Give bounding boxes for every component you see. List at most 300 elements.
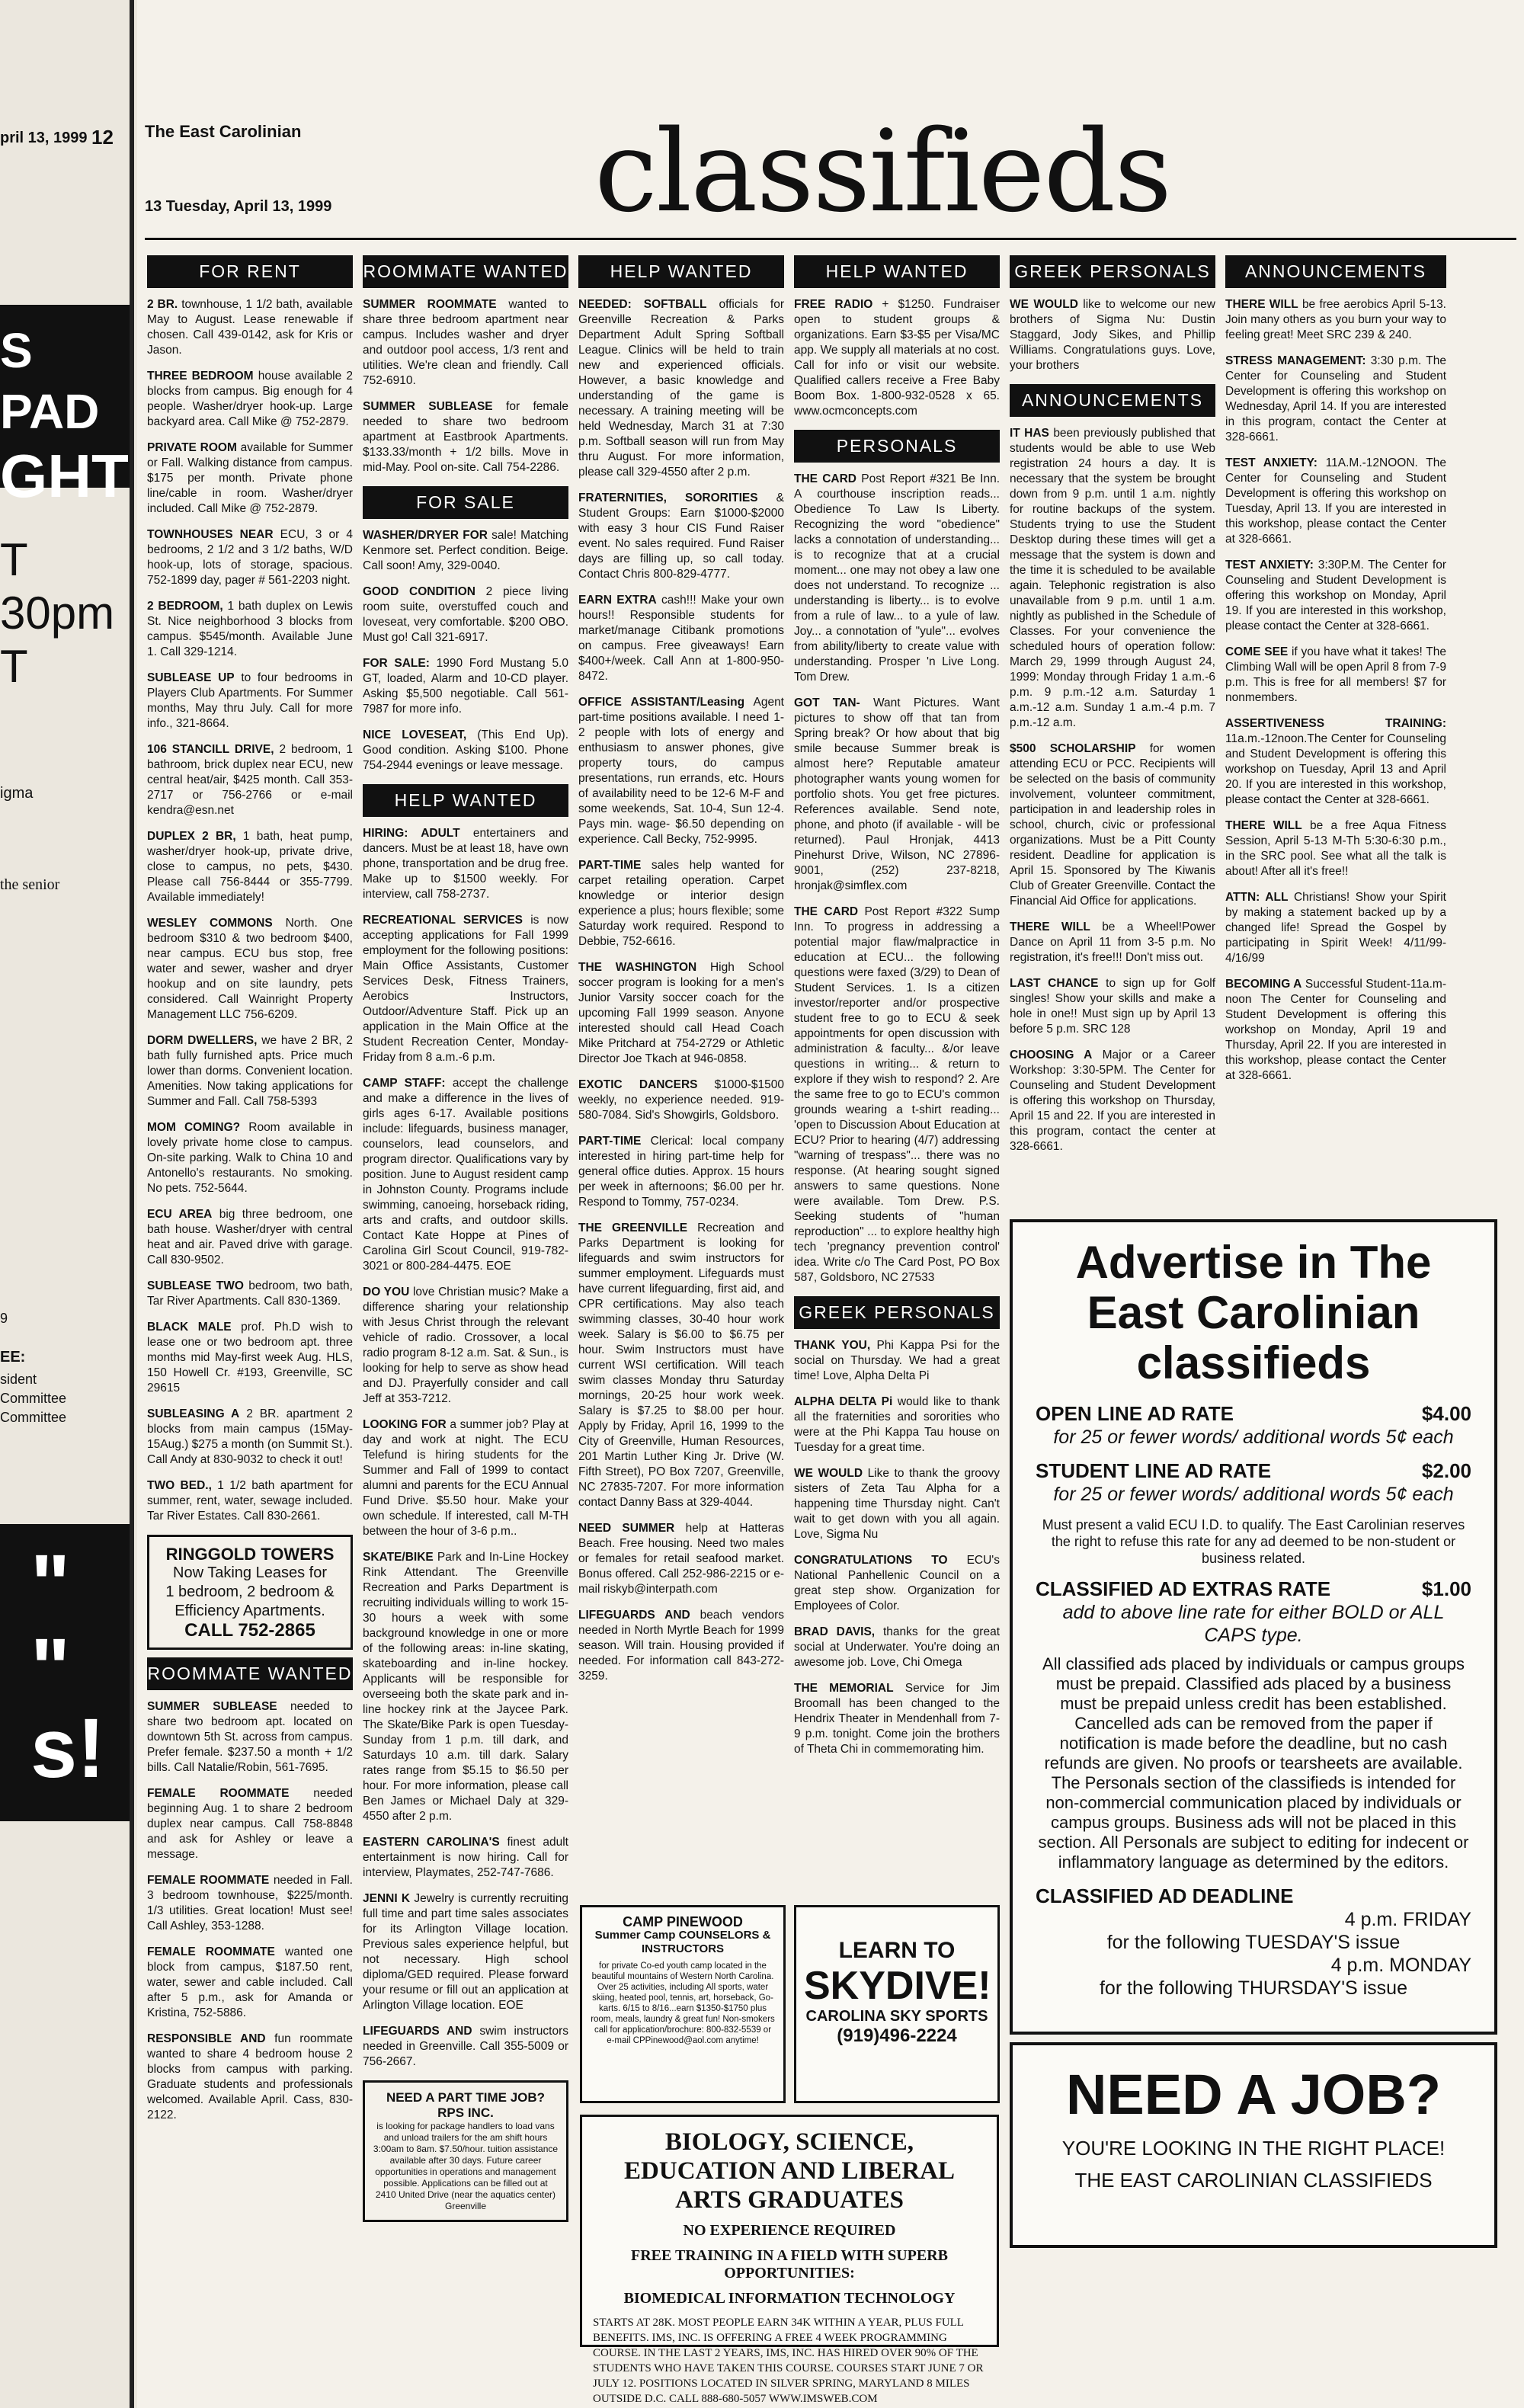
classified-listing — [363, 528, 568, 574]
section-bar-announcements: ANNOUNCEMENTS — [1010, 384, 1215, 417]
section-bar-roommate-col1: ROOMMATE WANTED — [147, 1657, 353, 1690]
ringgold-line-2: 1 bedroom, 2 bedroom & — [165, 1583, 335, 1600]
classified-listing — [1225, 645, 1446, 706]
extras-rate-label: CLASSIFIED AD EXTRAS RATE — [1036, 1577, 1331, 1600]
classified-listing — [794, 1338, 1000, 1384]
section-bar-help-wanted-col2: HELP WANTED — [363, 784, 568, 817]
classified-listing — [578, 1608, 784, 1684]
deadline-thursday-issue: for the following THURSDAY'S issue — [1099, 1977, 1407, 1999]
classified-listing — [147, 1407, 353, 1468]
classified-listing — [578, 1078, 784, 1123]
listing-lead: ALPHA DELTA Pi — [794, 1395, 893, 1408]
open-rate-row — [1036, 1402, 1471, 1426]
classified-listing — [147, 916, 353, 1023]
classified-listing — [1010, 426, 1215, 731]
gutter-text-t2: T — [0, 641, 28, 692]
listing-text: officials for Greenville Recreation & Parks Department Adult Spring Softball League. Clinics will be held to train new and experienced officials. However, a basic knowledge and understanding of the game is necessary. A training meeting will be held Wednesday, March 31 at 7:30 p.m. Softball season will run from May thru August. For more information, please call 329-4550 after 2 p.m. — [578, 298, 784, 479]
gutter-quote-1: " — [30, 1538, 71, 1631]
gutter-text-time: 30pm — [0, 588, 115, 639]
listing-text: fun roommate wanted to share 4 bedroom house 2 blocks from campus with parking. Graduate students and professionals welcomed. Available April. Cass, 830-2122. — [147, 2032, 353, 2121]
classified-listing — [1225, 890, 1446, 966]
listing-lead: CHOOSING A — [1010, 1049, 1093, 1062]
listing-text: for women attending ECU or PCC. Recipients will be selected on the basis of community involvement, volunteer commitment, participation in and leadership roles in school, church, civic or professional organizations. Must be a Pitt County resident. Deadline for application is April 15. Sponsored by The Kiwanis Club of Greater Greenville. Contact the Financial Aid Office for applications. — [1010, 742, 1215, 908]
listing-lead: THANK YOU, — [794, 1339, 871, 1352]
listing-text: North. One bedroom $310 & two bedroom $400, near campus. ECU bus stop, free water and sewer, washer and dryer hookup and on site laundry, pets considered. Call Wainright Property Management LLC 756-6209. — [147, 917, 353, 1021]
listing-lead: THE MEMORIAL — [794, 1682, 894, 1695]
classified-listing — [363, 584, 568, 645]
listing-text: wanted to share three bedroom apartment near campus. Includes washer and dryer and outdoor pool access, 1/3 rent and utilities. We're clean and friendly. Call 752-6910. — [363, 298, 568, 387]
listing-lead: ATTN: ALL — [1225, 891, 1289, 904]
classified-listing — [1010, 741, 1215, 909]
section-bar-greek: GREEK PERSONALS — [1010, 255, 1215, 288]
gutter-ad-line-2: GHT — [0, 442, 129, 510]
classified-listing — [578, 1521, 784, 1597]
listing-lead: FREE RADIO — [794, 298, 873, 311]
classified-listing — [1225, 716, 1446, 808]
classified-listing — [794, 696, 1000, 894]
gutter-text-9: 9 — [0, 1311, 8, 1326]
listing-lead: LIFEGUARDS AND — [578, 1609, 690, 1622]
section-title: classifieds — [594, 106, 1171, 237]
classified-listing — [147, 1120, 353, 1196]
gutter-text-committee-1: Committee — [0, 1391, 67, 1406]
classified-listing — [147, 1873, 353, 1934]
classified-listing — [363, 1891, 568, 2013]
listing-text: ECU's National Panhellenic Council on a great step show. Organization for Employees of Color. — [794, 1554, 1001, 1612]
page-folio: 13 Tuesday, April 13, 1999 — [145, 198, 332, 215]
ims-free-training: FREE TRAINING IN A FIELD WITH SUPERB OPPORTUNITIES: — [630, 2247, 949, 2282]
listing-lead: PRIVATE ROOM — [147, 441, 237, 454]
classified-listing — [147, 742, 353, 818]
listing-lead: SUBLEASE UP — [147, 671, 235, 684]
listing-text: cash!!! Make your own hours!! Responsible students for market/manage Citibank promotions on campus. Free giveaways! Earn $400+/week. Call Ann at 1-800-950-8472. — [578, 594, 784, 683]
header-rule — [145, 238, 1516, 240]
greek-personals-list-col5 — [1010, 297, 1215, 373]
classified-listing — [147, 1207, 353, 1268]
listing-text: for female needed to share two bedroom apartment at Eastbrook Apartments. $133.33/month + 1/2 bills. Move in mid-May. Pool on-site. Call 754-2286. — [363, 400, 568, 474]
listing-text: 11A.M.-12NOON. The Center for Counseling and Student Development is offering this workshop on Tuesday, April 13. If you are interested in this workshop, please contact the Center at 328-6661. — [1225, 456, 1446, 546]
classified-listing — [1010, 976, 1215, 1037]
listing-lead: RECREATIONAL SERVICES — [363, 914, 523, 927]
ad-policy: All classified ads placed by individuals or campus groups must be prepaid. Classified ads placed by a business must be prepaid unless credit has been established. Cancelled ads can be removed from the paper if notification is made before the deadline, but no cash refunds are given. No proofs or tearsheets are available. The Personals section of the classifieds is intended for non-commercial communication placed by individuals or campus groups. Business ads will not be placed in this section. All Personals are subject to editing for indecent or inflammatory language as determined by the editors. — [1038, 1654, 1469, 1872]
camp-pinewood-ad — [580, 1905, 786, 2103]
classified-listing — [147, 527, 353, 588]
classified-listing — [147, 1279, 353, 1309]
listing-lead: THE CARD — [794, 905, 859, 918]
listing-lead: THE CARD — [794, 472, 857, 485]
listing-lead: NICE LOVESEAT, — [363, 728, 467, 741]
ims-graduates-ad — [580, 2115, 999, 2405]
gutter-exclaim: s! — [30, 1702, 105, 1795]
classified-listing — [578, 1221, 784, 1510]
classified-listing — [1225, 818, 1446, 879]
deadline-tuesday-time: 4 p.m. FRIDAY — [1344, 1909, 1471, 1930]
classified-listing — [578, 858, 784, 949]
gutter-page-number: 12 — [91, 126, 114, 149]
listing-text: Post Report #321 Be Inn. A courthouse inscription reads... Obedience To Law Is Liberty. Recognizing the word "obedience" lacks a connotation of understanding... is to recognize that at a crucial moment... one may not obey a law one does not understand. To recognize ... understanding is liberty... is to evolve from a rule of law... to a yule of law. Joy... a connotation of "yule"... evolves from ability/liberty to create value with understanding. Prosper 'n Live Long. Tom Drew. — [794, 472, 1000, 684]
classified-listing — [794, 1553, 1000, 1614]
classified-listing — [147, 599, 353, 660]
greek-personals-list — [794, 1338, 1000, 1757]
classified-listing — [794, 905, 1000, 1286]
classified-listing — [794, 1395, 1000, 1455]
classified-listing — [1225, 354, 1446, 445]
gutter-text-t1: T — [0, 534, 28, 585]
classified-listing — [363, 1550, 568, 1824]
listing-lead: BLACK MALE — [147, 1321, 232, 1334]
listing-lead: DORM DWELLERS, — [147, 1034, 258, 1047]
ringgold-name: RINGGOLD TOWERS — [165, 1545, 335, 1564]
listing-lead: WE WOULD — [1010, 298, 1078, 311]
paper-name: The East Carolinian — [145, 122, 302, 141]
gutter-text-senior: the senior — [0, 876, 60, 893]
open-rate-price: $4.00 — [1421, 1402, 1471, 1425]
deadline-label: CLASSIFIED AD DEADLINE — [1036, 1884, 1294, 1907]
gutter-ad-line-1: S PAD — [0, 323, 100, 439]
personals-list — [794, 472, 1000, 1286]
section-bar-for-rent: FOR RENT — [147, 255, 353, 288]
listing-lead: JENNI K — [363, 1892, 411, 1905]
classified-listing — [578, 491, 784, 582]
classified-listing — [363, 2024, 568, 2070]
listing-text: finest adult entertainment is now hiring. Call for interview, Playmates, 252-747-7686. — [363, 1836, 568, 1879]
listing-text: to sign up for Golf singles! Show your skills and make a hole in one!! Must sign up by April 13 before 5 p.m. SRC 128 — [1010, 977, 1215, 1036]
listing-lead: DUPLEX 2 BR, — [147, 830, 236, 843]
listing-lead: THERE WILL — [1225, 819, 1302, 832]
section-bar-for-sale: FOR SALE — [363, 486, 568, 519]
listing-text: (This End Up). Good condition. Asking $100. Phone 754-2944 evenings or leave message. — [363, 728, 568, 772]
listing-text: is now accepting applications for Fall 1999 employment for the following positions: Main Office Assistants, Customer Services Desk, Fitness Trainers, Aerobics Instructors, Outdoor/Adventure Staff. Pick up an application in the Main Office at the Student Recreation Center, Monday-Friday from 8 a.m.-6 p.m. — [363, 914, 568, 1064]
listing-text: 2 piece living room suite, overstuffed couch and loveseat, very comfortable. $200 OBO. Must go! Call 321-6917. — [363, 585, 568, 644]
listing-text: a summer job? Play at day and work at night. The ECU Telefund is hiring students for the Summer and Fall of 1999 to contact alumni and parents for the ECU Annual Fund Drive. $5.50 hour. Make your own schedule. If interested, call M-TH between the hour of 3-6 p.m.. — [363, 1418, 569, 1538]
listing-text: 1 1/2 bath apartment for summer, rent, water, sewage included. Tar River Estates. Call 830-2661. — [147, 1479, 353, 1523]
ims-field: BIOMEDICAL INFORMATION TECHNOLOGY — [623, 2290, 956, 2307]
listing-lead: IT HAS — [1010, 427, 1049, 440]
listing-lead: SUBLEASING A — [147, 1407, 240, 1420]
listing-text: Phi Kappa Psi for the social on Thursday. We had a great time! Love, Alpha Delta Pi — [794, 1339, 1000, 1382]
previous-page-gutter — [0, 0, 137, 2408]
listing-lead: SKATE/BIKE — [363, 1551, 434, 1564]
listing-text: 1990 Ford Mustang 5.0 GT, loaded, Alarm and 10-CD player. Asking $5,500 negotiable. Call 561-7987 for more info. — [363, 657, 568, 716]
listing-lead: COME SEE — [1225, 645, 1289, 658]
listing-lead: SUMMER ROOMMATE — [363, 298, 497, 311]
listing-lead: FEMALE ROOMMATE — [147, 1787, 290, 1800]
classified-listing — [578, 1134, 784, 1210]
skydive-company: CAROLINA SKY SPORTS — [805, 2008, 988, 2025]
announcements-list — [1010, 426, 1215, 1154]
listing-lead: MOM COMING? — [147, 1121, 241, 1134]
classified-listing — [147, 2032, 353, 2123]
classified-listing — [1225, 558, 1446, 634]
listing-text: bedroom, two bath, Tar River Apartments. Call 830-1369. — [147, 1279, 353, 1308]
section-bar-roommate: ROOMMATE WANTED — [363, 255, 568, 288]
rates-title: Advertise in The East Carolinian classifieds — [1075, 1237, 1432, 1388]
classified-listing — [578, 593, 784, 684]
listing-lead: WESLEY COMMONS — [147, 917, 273, 930]
classified-listing — [363, 656, 568, 717]
listing-lead: FOR SALE: — [363, 657, 430, 670]
column-roommate-sale-help — [363, 248, 568, 2230]
gutter-black-ad — [0, 305, 130, 510]
listing-lead: NEEDED: SOFTBALL — [578, 298, 707, 311]
classified-listing — [363, 1076, 568, 1274]
student-rate-note: for 25 or fewer words/ additional words 5¢ each — [1053, 1484, 1454, 1505]
extras-rate-note: add to above line rate for either BOLD or ALL CAPS type. — [1062, 1602, 1445, 1646]
for-sale-list — [363, 528, 568, 773]
classified-listing — [1010, 297, 1215, 373]
listing-lead: CONGRATULATIONS TO — [794, 1554, 948, 1567]
camp-subtitle: Summer Camp COUNSELORS & INSTRUCTORS — [594, 1929, 771, 1955]
listing-text: Major or a Career Workshop: 3:30-5PM. The Center for Counseling and Student Development is offering this workshop on Thursday, April 15 and 22. If you are interested in this program, contact the center at 328-6661. — [1010, 1049, 1216, 1153]
section-bar-announcements-col6: ANNOUNCEMENTS — [1225, 255, 1446, 288]
column-announcements-continued — [1225, 248, 1446, 1094]
listing-lead: SUMMER SUBLEASE — [147, 1700, 277, 1713]
skydive-title: SKYDIVE! — [804, 1964, 991, 2008]
listing-lead: $500 SCHOLARSHIP — [1010, 742, 1136, 755]
listing-text: High School soccer program is looking for a men's Junior Varsity soccer coach for the upcoming Fall 1999 season. Anyone interested should call Head Coach Mike Pritchard at 754-2729 or Athletic Director Joe Tkach at 946-0858. — [578, 961, 784, 1065]
listing-text: thanks for the great social at Underwater. You're doing an awesome job. Love, Chi Omega — [794, 1625, 1000, 1669]
classified-listing — [363, 1417, 568, 1539]
classified-listing — [147, 440, 353, 517]
section-bar-greek-col4: GREEK PERSONALS — [794, 1296, 1000, 1329]
classified-listing — [578, 960, 784, 1067]
for-rent-list — [147, 297, 353, 1524]
listing-text: would like to thank all the fraternities and sororities who were at the Phi Kappa Tau house on Tuesday for a great time. — [794, 1395, 1000, 1454]
listing-text: Service for Jim Broomall has been changed to the Hendrix Theater in Mendenhall from 7-9 p.m. tonight. Come join the brothers of Theta Chi in commemorating him. — [794, 1682, 1000, 1756]
classified-listing — [363, 297, 568, 389]
listing-lead: PART-TIME — [578, 859, 642, 872]
listing-lead: WASHER/DRYER FOR — [363, 529, 488, 542]
listing-lead: BECOMING A — [1225, 978, 1302, 991]
listing-text: ECU, 3 or 4 bedrooms, 2 1/2 and 3 1/2 baths, W/D hook-up, lots of storage, spacious. 752-1899 day, pager # 561-2203 night. — [147, 528, 353, 587]
need-a-job-line-2: THE EAST CAROLINIAN CLASSIFIEDS — [1074, 2169, 1433, 2192]
skydive-phone: (919)496-2224 — [837, 2025, 957, 2046]
listing-text: 1 bath duplex on Lewis St. Nice neighborhood 3 blocks from campus. $545/month. Available June 1. Call 329-1214. — [147, 600, 353, 658]
classified-listing — [1225, 977, 1446, 1084]
rps-ad — [363, 2080, 568, 2222]
listing-text: Successful Student-11a.m-noon The Center for Counseling and Student Development is offering this workshop on Monday, April 19 and Thursday, April 22. If you are interested in this workshop, please contact the Center at 328-6661. — [1225, 978, 1446, 1082]
section-bar-help-wanted: HELP WANTED — [578, 255, 784, 288]
listing-text: accept the challenge and make a difference in the lives of girls ages 6-17. Available positions include: lifeguards, business manager, counselors, lead counselors, and program director. Qualifications vary by position. June to August resident camp in Johnston County. Programs include swimming, canoeing, horseback riding, arts and crafts, and outdoor skills. Contact Kate Hoppe at Pines of Carolina Girl Scout Council, 919-782-3021 or 800-284-4475. EOE — [363, 1077, 568, 1273]
student-rate-label: STUDENT LINE AD RATE — [1036, 1459, 1272, 1482]
roommate-list-col1 — [147, 1699, 353, 2123]
classified-listing — [794, 297, 1000, 419]
student-rate-price: $2.00 — [1421, 1459, 1471, 1482]
listing-text: Agent part-time positions available. I need 1-2 people with lots of energy and enthusiasm to answer phones, give property tours, do campus presentations, run errands, etc. Hours of availability need to be 12-6 M-F and some weekends, Sat. 10-4, Sun 12-4. Pays min. wage- $6.50 depending on experience. Call Becky, 752-9995. — [578, 696, 784, 846]
listing-text: Recreation and Parks Department is looking for lifeguards and swim instructors for summer employment. Lifeguards must have current lifeguarding, first aid, and CPR certifications. May also teach swimming classes, 30-40 hour work week. Salary is $6.00 to $6.75 per hour. Swim Instructors must have current WSI certification. Will teach swim classes Monday thru Saturday mornings, 20-25 hour work week. Salary is $7.25 to $8.00 per hour. Apply by Friday, April 16, 1999 to the City of Greenville, Human Resources, 201 Martin Luther King Jr. Drive (W. Fifth Street), PO Box 7207, Greenville, NC 27835-7207. For more information contact Danny Bass at 329-4044. — [578, 1222, 784, 1509]
listing-text: love Christian music? Make a difference sharing your relationship with Jesus Christ through the relevant vehicle of radio. Crossover, a local radio program 8-12 a.m. Sat. & Sun., is looking for help to serve as show head and DJ. Prayerfully consider and call Jeff at 353-7212. — [363, 1286, 568, 1405]
listing-lead: CAMP STAFF: — [363, 1077, 446, 1090]
listing-text: 1 bath, heat pump, washer/dryer hook-up, private drive, close to campus, no pets, $430. Please call 756-8444 or 355-7799. Available immediately! — [147, 830, 353, 904]
gutter-quote-2: " — [30, 1622, 71, 1715]
listing-lead: ECU AREA — [147, 1208, 213, 1221]
listing-lead: THERE WILL — [1010, 921, 1090, 933]
gutter-text-resident: sident — [0, 1372, 37, 1387]
listing-text: Post Report #322 Sump Inn. To progress in addressing a potential major flaw/malpractice in education at ECU... the following questions were faxed (3/29) to Dean of Student Services. 1. Is a citizen investor/reporter and/or prospective student free to go to ECU & seek appointments for open discussion with administration & faculty... &/or leave questions in writing... & return to explore if they wish to respond? 2. Are the same free to go to ECU's common grounds wearing a t-shirt reading... 'open to Discussion About Education at ECU? Prior to hearing (4/7) addressing "warning of trespass"... there was no response. (At hearing sought signed answers to same questions. None were available. Tom Drew. P.S. Seeking students of "human reproduction" ... to explore healthy high tech 'pregnancy prevention control' idea. Write c/o The Card Post, PO Box 587, Goldsboro, NC 27533 — [794, 905, 1000, 1284]
listing-text: be free aerobics April 5-13. Join many others as you burn your way to feeling great! Meet SRC 239 & 240. — [1225, 298, 1446, 341]
listing-text: Room available in lovely private home close to campus. On-site parking. Walk to China 10 and Antonello's restaurants. No smoking. No pets. 752-5644. — [147, 1121, 354, 1195]
rps-body: is looking for package handlers to load vans and unload trailers for the am shift hours 3:00am to 8am. $7.50/hour. tuition assistance available after 30 days. Future career opportunities in operations and management possible. Applications can be filled out at 2410 United Drive (near the aquatics center) Greenville — [373, 2121, 559, 2211]
page-fold-shadow — [130, 0, 134, 2408]
listing-lead: FEMALE ROOMMATE — [147, 1874, 270, 1887]
listing-lead: SUBLEASE TWO — [147, 1279, 244, 1292]
section-bar-personals: PERSONALS — [794, 430, 1000, 463]
listing-text: be a free Aqua Fitness Session, April 5-13 M-Th 5:30-6:30 p.m., in the SRC pool. See what all the talk is about! After all it's free!! — [1225, 819, 1446, 878]
listing-lead: EXOTIC DANCERS — [578, 1078, 698, 1091]
listing-text: Want Pictures. Want pictures to show off that tan from Spring break? Or how about that big smile because Summer break is almost here? Reputable amateur photographer wants young women for portfolio shots. You get free pictures. References available. Send note, phone, and photo (if available - will be returned). Paul Hronjak, 4413 Pinehurst Drive, Wilson, NC 27896-9001, (252) 237-8218, hronjak@simflex.com — [794, 696, 1000, 892]
classified-listing — [363, 1835, 568, 1881]
listing-lead: HIRING: ADULT — [363, 827, 460, 840]
classified-listing — [147, 671, 353, 732]
listing-text: & Student Groups: Earn $1000-$2000 with easy 3 hour CIS Fund Raiser event. No sales required. Fund Raiser days are filling up, so call today. Contact Chris 800-829-4777. — [578, 492, 784, 581]
classified-listing — [147, 1945, 353, 2021]
listing-lead: ASSERTIVENESS TRAINING: — [1225, 717, 1446, 730]
column-help-personals-greek — [794, 248, 1000, 1768]
classified-listing — [794, 1466, 1000, 1542]
open-rate-label: OPEN LINE AD RATE — [1036, 1402, 1234, 1425]
ims-body: STARTS AT 28K. MOST PEOPLE EARN 34K WITHIN A YEAR, PLUS FULL BENEFITS. IMS, INC. IS OFFERING A FREE 4 WEEK PROGRAMMING COURSE. IN THE LAST 2 YEARS, IMS, INC. HAS HIRED OVER 90% OF THE STUDENTS WHO HAVE TAKEN THIS COURSE. COURSES START JUNE 7 OR JULY 12. POSITIONS LOCATED IN SILVER SPRING, MARYLAND 8 MILES OUTSIDE D.C. CALL 888-680-5057 WWW.IMSWEB.COM — [593, 2317, 984, 2405]
listing-text: available for Summer or Fall. Walking distance from campus. $175 per month. Private phone line/cable in room. Washer/dryer included. Call Mike @ 752-2879. — [147, 441, 353, 515]
classified-listing — [578, 695, 784, 847]
listing-lead: RESPONSIBLE AND — [147, 2032, 266, 2045]
gutter-black-ad-2 — [0, 1524, 130, 1821]
listing-lead: OFFICE ASSISTANT/Leasing — [578, 696, 745, 709]
classified-listing — [1010, 1048, 1215, 1154]
listing-lead: THERE WILL — [1225, 298, 1298, 311]
listing-text: like to welcome our new brothers of Sigma Nu: Dustin Staggard, Jody Sikes, and Phillip Williams. Congratulations guys. Love, your brothers — [1010, 298, 1215, 372]
listing-lead: 2 BR. — [147, 298, 178, 311]
listing-text: 11a.m.-12noon.The Center for Counseling and Student Development is offering this workshop on Tuesday, April 13 and April 20. If you are interested in this workshop, please contact the Center at 328-6661. — [1225, 732, 1446, 806]
ims-no-experience: NO EXPERIENCE REQUIRED — [683, 2222, 896, 2239]
ims-title: BIOLOGY, SCIENCE, EDUCATION AND LIBERAL ARTS GRADUATES — [624, 2128, 955, 2214]
listing-text: 2 bedroom, 1 bathroom, brick duplex near ECU, new central heat/air, $425 month. Call 353-2717 or 756-2766 or e-mail kendra@esn.net — [147, 743, 353, 817]
classified-listing — [147, 1320, 353, 1396]
listing-lead: WE WOULD — [794, 1467, 863, 1480]
classified-listing — [147, 369, 353, 430]
listing-text: 2 BR. apartment 2 blocks from main campus (15May-15Aug.) $275 a month (on Summit St.). Call Andy at 830-9032 to check it out! — [147, 1407, 353, 1466]
section-bar-help-wanted-col4: HELP WANTED — [794, 255, 1000, 288]
column-help-wanted — [578, 248, 784, 1695]
ringgold-line-1: Now Taking Leases for — [173, 1564, 327, 1581]
listing-lead: PART-TIME — [578, 1135, 642, 1148]
need-a-job-line-1: YOU'RE LOOKING IN THE RIGHT PLACE! — [1061, 2137, 1446, 2160]
classified-listing — [578, 297, 784, 480]
classified-listing — [794, 1625, 1000, 1670]
extras-rate-price: $1.00 — [1421, 1577, 1471, 1600]
listing-lead: TOWNHOUSES NEAR — [147, 528, 274, 541]
camp-name: CAMP PINEWOOD — [623, 1914, 743, 1929]
classified-listing — [794, 1681, 1000, 1757]
listing-text: to four bedrooms in Players Club Apartments. For Summer months, May thru July. Call for more info., 321-8664. — [147, 671, 353, 730]
listing-lead: THE GREENVILLE — [578, 1222, 688, 1234]
deadline-thursday-time: 4 p.m. MONDAY — [1330, 1955, 1471, 1976]
listing-lead: FRATERNITIES, SORORITIES — [578, 492, 758, 504]
ringgold-line-3: Efficiency Apartments. — [174, 1603, 325, 1619]
listing-text: wanted one block from campus, $187.50 rent, water, sewer and cable included. Call after 5 p.m., ask for Amanda or Kristina, 752-5886. — [147, 1945, 353, 2019]
listing-lead: GOT TAN- — [794, 696, 860, 709]
listing-lead: GOOD CONDITION — [363, 585, 475, 598]
listing-lead: SUMMER SUBLEASE — [363, 400, 493, 413]
help-wanted-list-col2 — [363, 826, 568, 2070]
listing-lead: STRESS MANAGEMENT: — [1225, 354, 1366, 367]
student-rate-row — [1036, 1459, 1471, 1483]
listing-text: sales help wanted for carpet retailing operation. Carpet knowledge or interior design experience a plus; hours flexible; some Saturday work required. Respond to Debbie, 752-6616. — [578, 859, 784, 948]
listing-text: we have 2 BR, 2 bath fully furnished apts. Price much lower than dorms. Convenient location. Amenities. Now taking applications for Summer and Fall. Call 758-5393 — [147, 1034, 354, 1108]
camp-body: for private Co-ed youth camp located in the beautiful mountains of Western North Carolina. Over 25 activities, including All sports, water skiing, heated pool, tennis, art, horseback, Go-karts. 6/15 to 8/16...earn $1350-$1750 plus room, meals, laundry & great fun! Non-smokers call for application/brochure: 800-832-5539 or e-mail CPPinewood@aol.com anytime! — [591, 1961, 775, 2045]
listing-text: be a Wheel!Power Dance on April 11 from 3-5 p.m. No registration, it's free!!! Don't miss out. — [1010, 921, 1215, 964]
listing-lead: BRAD DAVIS, — [794, 1625, 876, 1638]
listing-text: needed to share two bedroom apt. located on downtown 5th St. across from campus. Prefer female. $237.50 a month + 1/2 bills. Call Natalie/Robin, 561-7695. — [147, 1700, 353, 1774]
listing-text: townhouse, 1 1/2 bath, available May to August. Lease renewable if chosen. Call 439-0142, ask for Kris or Jason. — [147, 298, 354, 357]
section-header — [145, 106, 1516, 237]
skydive-learn: LEARN TO — [838, 1938, 956, 1963]
listing-text: + $1250. Fundraiser open to student groups & organizations. Earn $3-$5 per Visa/MC app. We supply all materials at no cost. Call for info or visit our website. Qualified callers receive a Free Baby Boom Box. 1-800-932-0528 x 65. www.ocmconcepts.com — [794, 298, 1000, 418]
classified-listing — [794, 472, 1000, 685]
listing-text: been previously published that students would be able to use Web registration 24 hours a day. It is necessary that the system be brought down from 9 p.m. until 1 a.m. nightly for routine backups of the system. Students trying to use the Student Desktop during these times will get a message that the system is down and the time it is scheduled to be available again. Telephonic registration is also unavailable from 9 p.m. until 1 a.m. nightly as published in the Schedule of Classes. For your convenience the scheduled hours of operation follow: March 29, 1999 through August 24, 1999: Monday through Friday 1 a.m.-6 p.m. 9 p.m.-12 a.m. Saturday 1 a.m.-12 a.m. Sunday 1 a.m.-4 p.m. 7 p.m.-12 a.m. — [1010, 427, 1215, 729]
listing-lead: THREE BEDROOM — [147, 370, 254, 383]
listing-text: Jewelry is currently recruiting full time and part time sales associates for its Arlington Village location. Previous sales experience helpful, but not necessary. High school diploma/GED required. Please forward your resume or fill out an application at Arlington Village location. EOE — [363, 1892, 568, 2012]
skydive-ad — [794, 1905, 1000, 2103]
listing-lead: TEST ANXIETY: — [1225, 559, 1314, 572]
listing-lead: LAST CHANCE — [1010, 977, 1099, 990]
listing-text: entertainers and dancers. Must be at least 18, have own phone, transportation and be drug free. Make up to $1500 weekly. For interview, call 758-2737. — [363, 827, 568, 901]
listing-text: needed beginning Aug. 1 to share 2 bedroom duplex near campus. Call 758-8848 and ask for Ashley or leave a message. — [147, 1787, 353, 1861]
gutter-text-ee: EE: — [0, 1349, 26, 1366]
listing-text: if you have what it takes! The Climbing Wall will be open April 8 from 7-9 p.m. This is free for all members! $7 for nonmembers. — [1225, 645, 1446, 704]
listing-text: big three bedroom, one bath house. Washer/dryer with central heat and air. Paved drive with garage. Call 830-9502. — [147, 1208, 353, 1266]
need-a-job-title: NEED A JOB? — [1065, 2063, 1442, 2126]
listing-text: Park and In-Line Hockey Rink Attendant. The Greenville Recreation and Parks Department is recruiting individuals willing to work 15-30 hours a week with some background knowledge in one or more of the following areas: in-line skating, skateboarding and in-line hockey. Applicants will be responsible for overseeing both the skate park and in-line hockey rink at the Jaycee Park. The Skate/Bike Park is open Tuesday-Sunday from 1 p.m. till dark, and Saturdays 10 a.m. till dark. Salary rates range from $5.15 to $6.50 per hour. For more information, please call Ben James or Michael Daly at 329-4550 after 2 p.m. — [363, 1551, 569, 1823]
advertise-rates-box — [1010, 1219, 1497, 2035]
student-id-note: Must present a valid ECU I.D. to qualify. The East Carolinian reserves the right to refuse this rate for any ad deemed to be non-student or business related. — [1042, 1517, 1465, 1566]
deadline-tuesday-issue: for the following TUESDAY'S issue — [1106, 1932, 1401, 1953]
listing-text: needed in Fall. 3 bedroom townhouse, $225/month. 1/3 utilities. Great location! Must see! Call Ashley, 353-1288. — [147, 1874, 353, 1932]
listing-lead: EASTERN CAROLINA'S — [363, 1836, 500, 1849]
listing-text: Christians! Show your Spirit by making a statement backed up by a changed life! Spread the Gospel by participating in Spirit Week! 4/11/99-4/16/99 — [1225, 891, 1446, 965]
listing-lead: DO YOU — [363, 1286, 410, 1298]
need-a-job-box — [1010, 2042, 1497, 2248]
listing-text: beach vendors needed in North Myrtle Beach for 1999 season. Will train. Housing provided if needed. For information call 843-272-3259. — [578, 1609, 784, 1683]
classified-listing — [147, 297, 353, 358]
listing-lead: LOOKING FOR — [363, 1418, 447, 1431]
classified-listing — [147, 1699, 353, 1776]
listing-lead: NEED SUMMER — [578, 1522, 675, 1535]
classified-listing — [363, 913, 568, 1065]
help-wanted-list — [578, 297, 784, 1684]
listing-text: 3:30P.M. The Center for Counseling and Student Development is offering this workshop on Monday, April 19. If you are interested in this workshop, please contact the Center at 328-6661. — [1225, 559, 1446, 632]
listing-text: 3:30 p.m. The Center for Counseling and Student Development is offering this workshop on Wednesday, April 14. If you are interested in this program, contact the Center at 328-6661. — [1225, 354, 1446, 443]
classified-listing — [147, 1033, 353, 1110]
classified-listing — [147, 1478, 353, 1524]
rps-title: NEED A PART TIME JOB? RPS INC. — [386, 2090, 546, 2120]
announcements-list-col6 — [1225, 297, 1446, 1084]
listing-text: sale! Matching Kenmore set. Perfect condition. Beige. Call soon! Amy, 329-0040. — [363, 529, 568, 572]
roommate-list — [363, 297, 568, 476]
classified-listing — [363, 826, 568, 902]
classified-listing — [363, 728, 568, 773]
ringgold-phone: CALL 752-2865 — [184, 1620, 315, 1641]
listing-lead: TEST ANXIETY: — [1225, 456, 1317, 469]
classified-listing — [1225, 297, 1446, 343]
open-rate-note: for 25 or fewer words/ additional words 5¢ each — [1053, 1427, 1454, 1448]
column-for-rent — [147, 248, 353, 2134]
gutter-text-sigma: igma — [0, 785, 34, 802]
classified-listing — [147, 829, 353, 905]
classified-listing — [363, 1285, 568, 1407]
listing-lead: 2 BEDROOM, — [147, 600, 223, 613]
classified-listing — [1225, 456, 1446, 547]
gutter-text-committee-2: Committee — [0, 1410, 67, 1425]
